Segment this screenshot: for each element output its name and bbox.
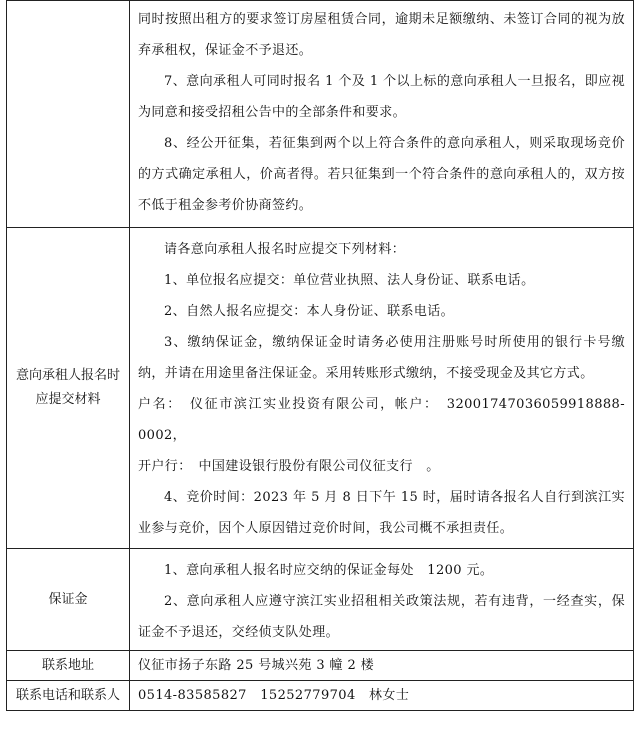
contact-value: 0514-83585827 15252779704 林女士 — [138, 688, 410, 703]
account-name-line: 户名： 仪征市滨江实业投资有限公司，帐户： 32001747036059918888-0002， — [138, 397, 625, 443]
contact-row — [7, 681, 634, 711]
rental-notice-table — [6, 0, 634, 711]
rules-row — [7, 1, 634, 228]
deposit-item-1: 1、意向承租人报名时应交纳的保证金每处 1200 元。 — [164, 563, 494, 578]
deposit-label: 保证金 — [7, 549, 130, 651]
materials-intro: 请各意向承租人报名时应提交下列材料： — [164, 242, 406, 257]
rules-label — [7, 1, 130, 228]
address-value: 仪征市扬子东路 25 号城兴苑 3 幢 2 楼 — [138, 658, 375, 673]
materials-item-2: 2、自然人报名应提交：本人身份证、联系电话。 — [164, 304, 455, 319]
deposit-row — [7, 549, 634, 651]
materials-row — [7, 228, 634, 549]
deposit-item-2: 2、意向承租人应遵守滨江实业招租相关政策法规，若有违背，一经查实，保证金不予退还，交经侦支队处理。 — [138, 594, 625, 640]
materials-item-1: 1、单位报名应提交：单位营业执照、法人身份证、联系电话。 — [164, 273, 535, 288]
address-label: 联系地址 — [7, 651, 130, 681]
materials-label: 意向承租人报名时应提交材料 — [7, 228, 130, 549]
materials-item-3: 3、缴纳保证金，缴纳保证金时请务必使用注册账号时所使用的银行卡号缴纳，并请在用途里备注保证金。采用转账形式缴纳，不接受现金及其它方式。 — [138, 335, 625, 381]
rules-paragraph-continued: 同时按照出租方的要求签订房屋租赁合同，逾期未足额缴纳、未签订合同的视为放弃承租权，保证金不予退还。 — [138, 12, 625, 58]
materials-content — [130, 228, 634, 549]
deposit-content — [130, 549, 634, 651]
address-content — [130, 651, 634, 681]
bank-line: 开户行： 中国建设银行股份有限公司仪征支行 。 — [138, 459, 440, 474]
contact-content — [130, 681, 634, 711]
rules-paragraph-7: 7、意向承租人可同时报名 1 个及 1 个以上标的意向承租人一旦报名，即应视为同意和接受招租公告中的全部条件和要求。 — [138, 74, 625, 120]
address-row — [7, 651, 634, 681]
materials-item-4: 4、竞价时间：2023 年 5 月 8 日下午 15 时，届时请各报名人自行到滨江实业参与竞价，因个人原因错过竞价时间，我公司概不承担责任。 — [138, 490, 625, 536]
rules-paragraph-8: 8、经公开征集，若征集到两个以上符合条件的意向承租人，则采取现场竞价的方式确定承租人，价高者得。若只征集到一个符合条件的意向承租人的，双方按不低于租金参考价协商签约。 — [138, 136, 625, 213]
notice-table — [6, 0, 634, 711]
rules-content — [130, 1, 634, 228]
contact-label: 联系电话和联系人 — [7, 681, 130, 711]
